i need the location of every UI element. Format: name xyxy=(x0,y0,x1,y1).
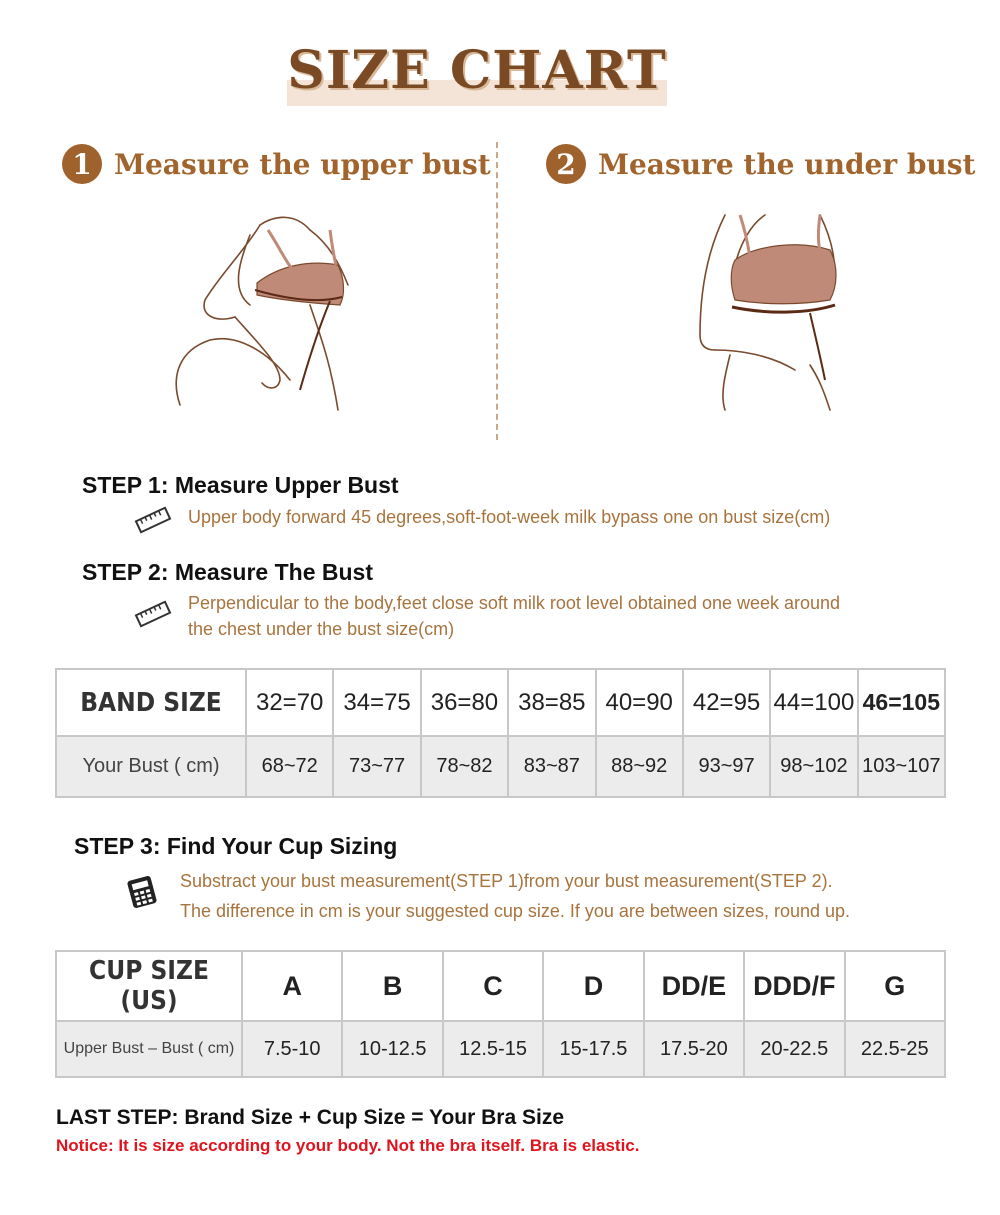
measure-upper-heading xyxy=(62,142,491,186)
difference-cell: 10-12.5 xyxy=(342,1021,442,1077)
title-block xyxy=(287,40,667,106)
calculator-icon xyxy=(124,874,160,910)
measure-upper-label: Measure the upper bust xyxy=(114,147,491,181)
bust-row xyxy=(56,736,945,797)
band-size-cell: 44=100 xyxy=(770,669,857,736)
under-bust-illustration xyxy=(670,205,850,415)
bust-cell: 83~87 xyxy=(508,736,595,797)
step2-title: STEP 2: Measure The Bust xyxy=(82,559,373,585)
band-size-cell: 34=75 xyxy=(333,669,420,736)
step3-description-line2: The difference in cm is your suggested cup size. If you are between sizes, round up. xyxy=(180,901,851,921)
last-step-text: LAST STEP: Brand Size + Cup Size = Your Bra Size xyxy=(56,1106,565,1129)
bust-cell: 88~92 xyxy=(596,736,683,797)
measure-under-heading xyxy=(546,142,975,186)
difference-cell: 15-17.5 xyxy=(543,1021,643,1077)
bust-cell: 68~72 xyxy=(246,736,333,797)
band-size-cell: 40=90 xyxy=(596,669,683,736)
notice-text: Notice: It is size according to your body. Not the bra itself. Bra is elastic. xyxy=(56,1136,640,1155)
ruler-icon xyxy=(134,506,172,534)
step1-title: STEP 1: Measure Upper Bust xyxy=(82,472,399,498)
cup-size-cell: C xyxy=(443,951,543,1021)
dashed-divider xyxy=(496,142,498,440)
step2-description-line2: the chest under the bust size(cm) xyxy=(188,619,455,639)
step2-description-line1: Perpendicular to the body,feet close soft milk root level obtained one week around xyxy=(188,593,841,613)
band-size-cell: 46=105 xyxy=(858,669,945,736)
difference-cell: 17.5-20 xyxy=(644,1021,744,1077)
cup-size-cell: B xyxy=(342,951,442,1021)
cup-size-cell: A xyxy=(242,951,342,1021)
band-size-row xyxy=(56,669,945,736)
step3-description-line1: Substract your bust measurement(STEP 1)from your bust measurement(STEP 2). xyxy=(180,871,833,891)
cup-size-cell: DDD/F xyxy=(744,951,844,1021)
band-size-cell: 38=85 xyxy=(508,669,595,736)
ruler-icon xyxy=(134,600,172,628)
bust-cell: 73~77 xyxy=(333,736,420,797)
upper-bust-illustration xyxy=(160,205,360,415)
difference-cell: 20-22.5 xyxy=(744,1021,844,1077)
band-size-cell: 42=95 xyxy=(683,669,770,736)
step-number-1: 1 xyxy=(62,144,102,184)
bust-difference-row xyxy=(56,1021,945,1077)
bust-cell: 78~82 xyxy=(421,736,508,797)
band-size-cell: 32=70 xyxy=(246,669,333,736)
cup-size-table xyxy=(55,950,946,1078)
difference-cell: 22.5-25 xyxy=(845,1021,945,1077)
difference-cell: 7.5-10 xyxy=(242,1021,342,1077)
upper-bust-minus-bust-header: Upper Bust – Bust ( cm) xyxy=(56,1021,242,1077)
measure-under-label: Measure the under bust xyxy=(598,147,976,181)
cup-size-cell: G xyxy=(845,951,945,1021)
step1-description: Upper body forward 45 degrees,soft-foot-week milk bypass one on bust size(cm) xyxy=(188,507,831,527)
cup-size-row xyxy=(56,951,945,1021)
cup-size-cell: D xyxy=(543,951,643,1021)
step2-description xyxy=(188,590,840,642)
band-size-cell: 36=80 xyxy=(421,669,508,736)
band-size-header: BAND SIZE xyxy=(56,669,246,736)
bust-cell: 98~102 xyxy=(770,736,857,797)
step-number-2: 2 xyxy=(546,144,586,184)
bust-cell: 93~97 xyxy=(683,736,770,797)
your-bust-header: Your Bust ( cm) xyxy=(56,736,246,797)
step3-description xyxy=(180,866,850,926)
cup-size-cell: DD/E xyxy=(644,951,744,1021)
bust-cell: 103~107 xyxy=(858,736,945,797)
band-size-table xyxy=(55,668,946,798)
page-title: SIZE CHART xyxy=(287,40,667,101)
cup-size-header: CUP SIZE (US) xyxy=(56,951,242,1021)
difference-cell: 12.5-15 xyxy=(443,1021,543,1077)
step3-title: STEP 3: Find Your Cup Sizing xyxy=(74,833,398,859)
